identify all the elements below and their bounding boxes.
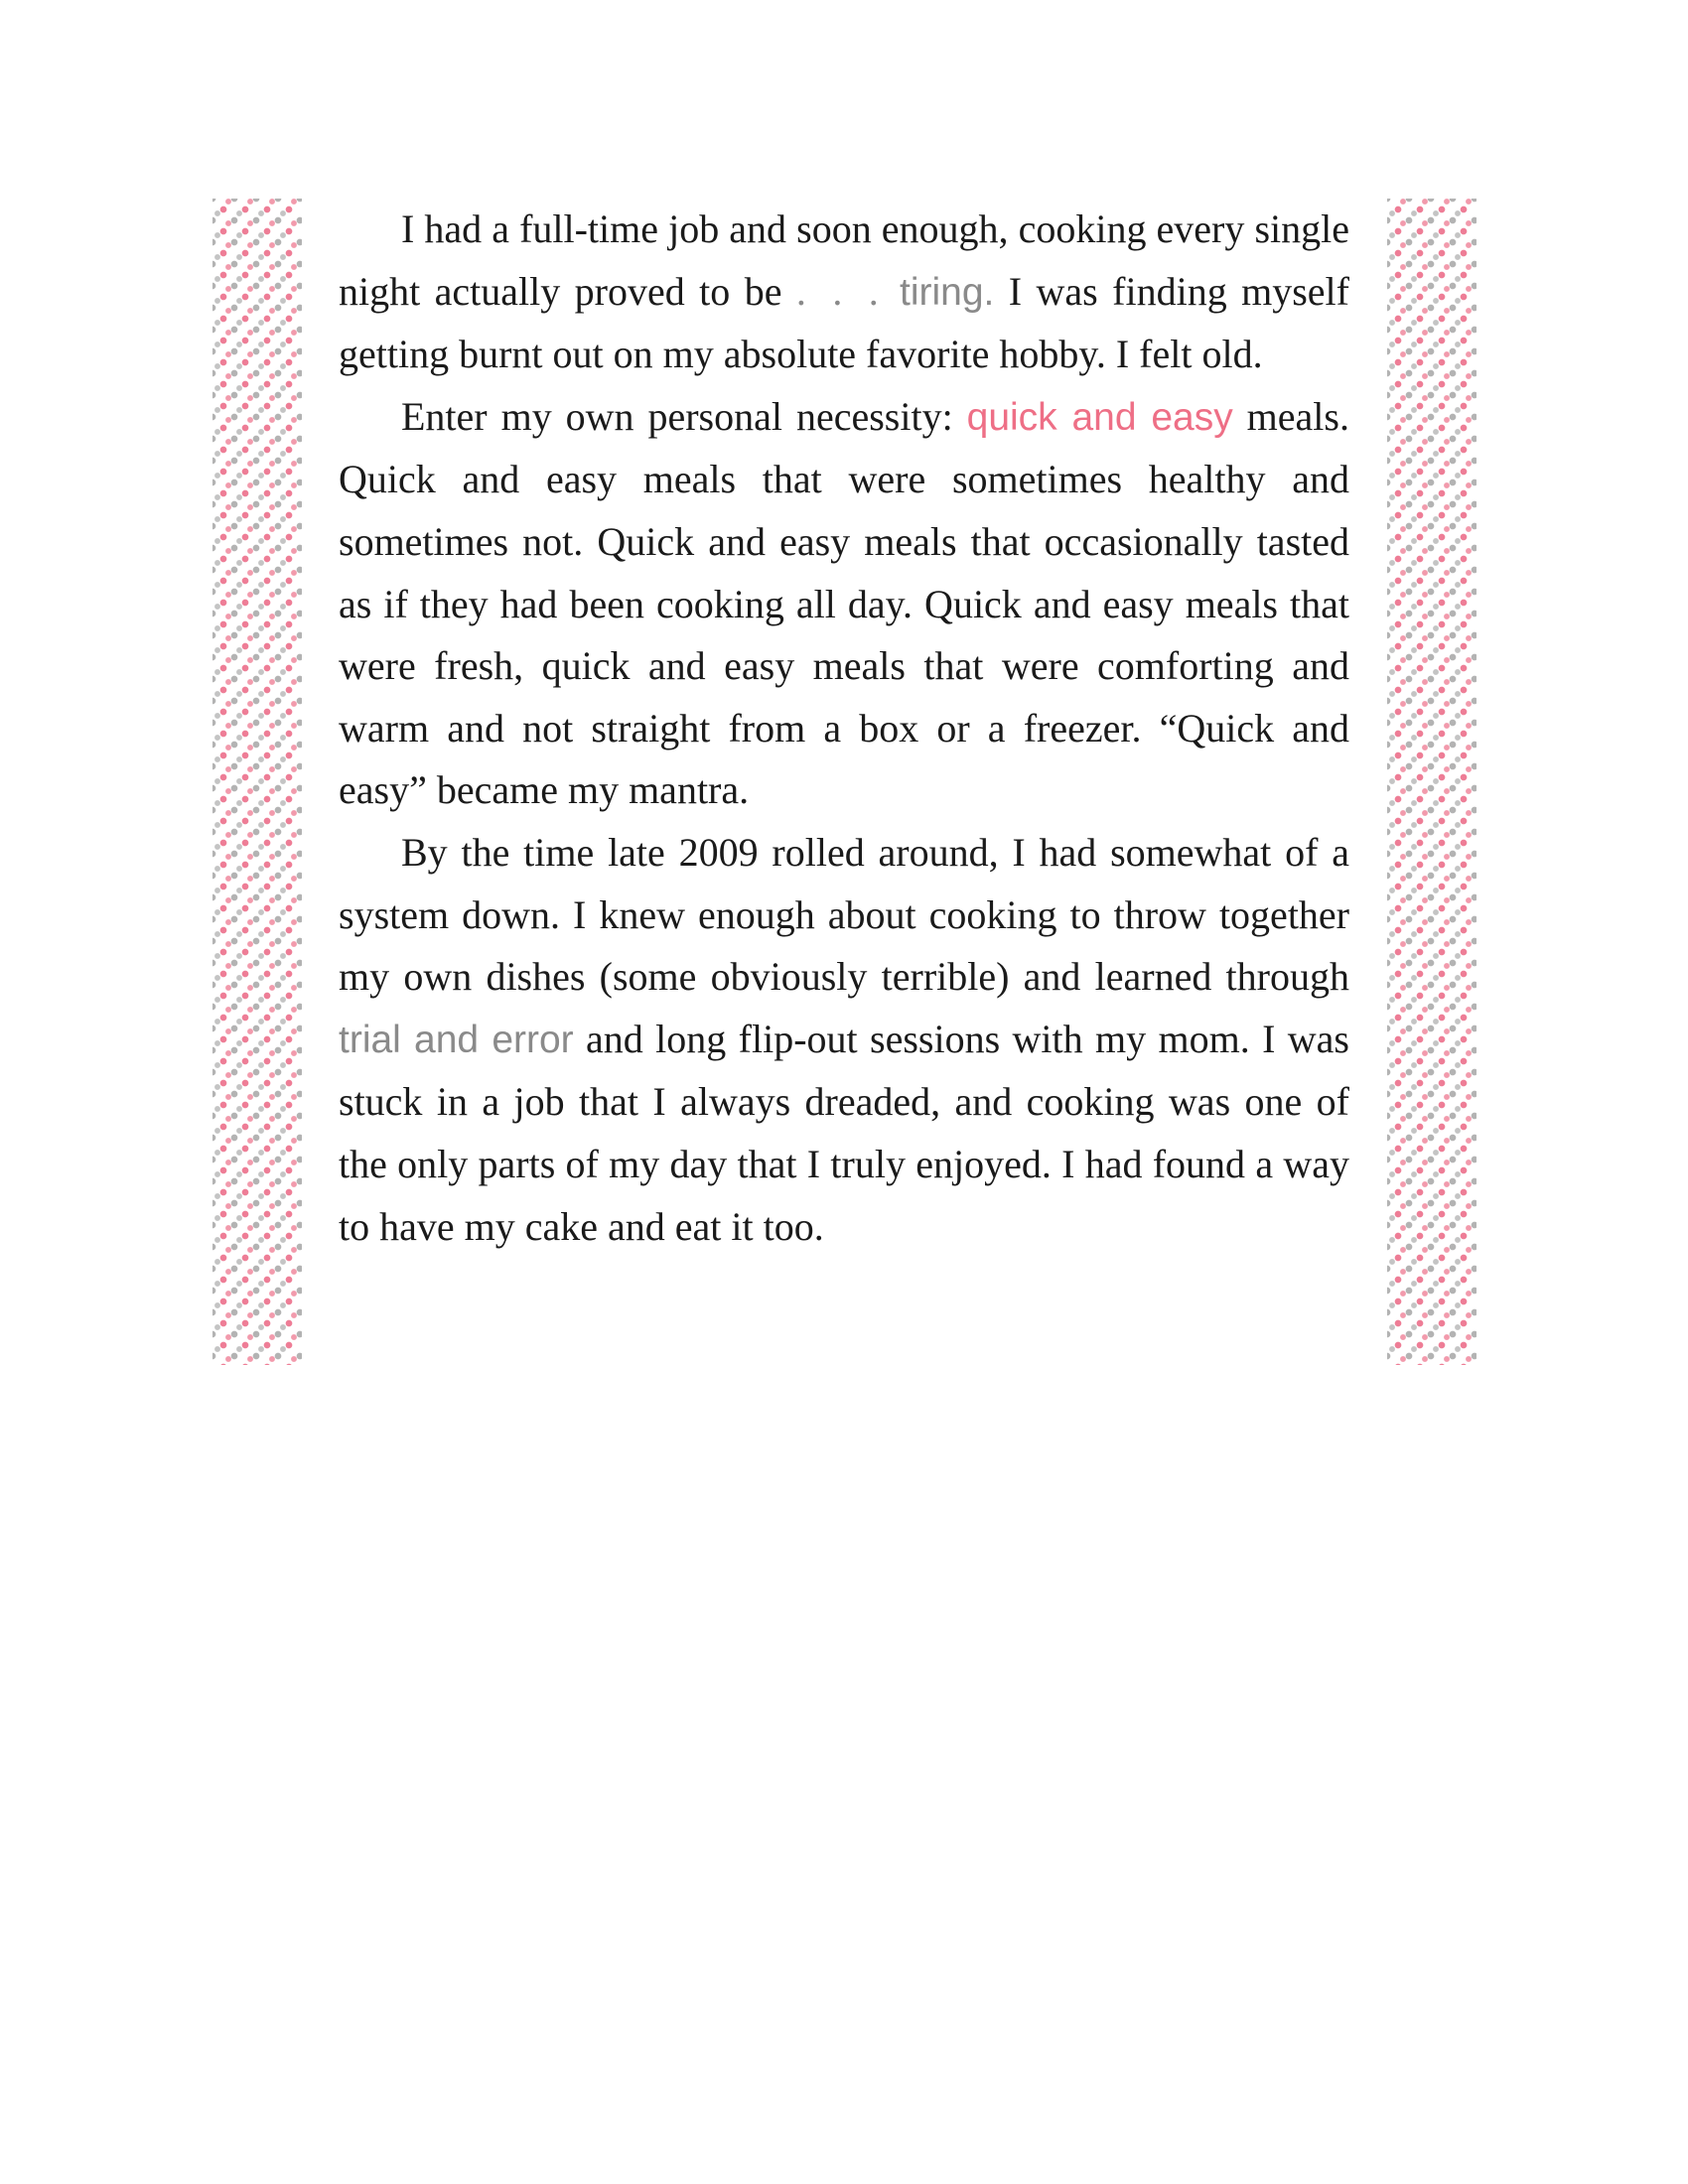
- highlight-quick-and-easy: quick and easy: [966, 395, 1233, 439]
- paragraph-3: [339, 822, 1349, 1258]
- paragraph-3-text-start: By the time late 2009 rolled around, I had somewhat of a system down. I knew enough about cooking to throw together my own dishes (some obviously terrible) and learned through: [339, 829, 1349, 1000]
- left-polka-dot-border: [212, 199, 302, 1365]
- paragraph-2-text-start: Enter my own personal necessity:: [401, 393, 967, 439]
- paragraph-3-text-end: and long flip-out sessions with my mom. I was stuck in a job that I always dreaded, and cooking was one of the only parts of my day that I truly enjoyed. I had found a way to have my cake and eat it too.: [339, 1016, 1349, 1249]
- paragraph-1-text-start: I had a full-time job and soon enough, cooking every single night actually proved to be: [339, 206, 1349, 314]
- right-polka-dot-border: [1387, 199, 1477, 1365]
- ellipsis: . . .: [795, 268, 885, 314]
- highlight-trial-and-error: trial and error: [339, 1018, 574, 1061]
- highlight-tiring: tiring.: [884, 270, 995, 314]
- body-text: [339, 199, 1349, 1258]
- paragraph-2-text-end: meals. Quick and easy meals that were sometimes healthy and sometimes not. Quick and easy meals that occasionally tasted as if they had been cooking all day. Quick and easy meals that were fresh, quick and easy meals that were comforting and warm and not straight from a box or a freezer. “Quick and easy” became my mantra.: [339, 393, 1349, 813]
- paragraph-1: [339, 199, 1349, 386]
- paragraph-2: [339, 386, 1349, 822]
- paragraph-1-text-end: I was finding myself getting burnt out on my absolute favorite hobby. I felt old.: [339, 268, 1349, 377]
